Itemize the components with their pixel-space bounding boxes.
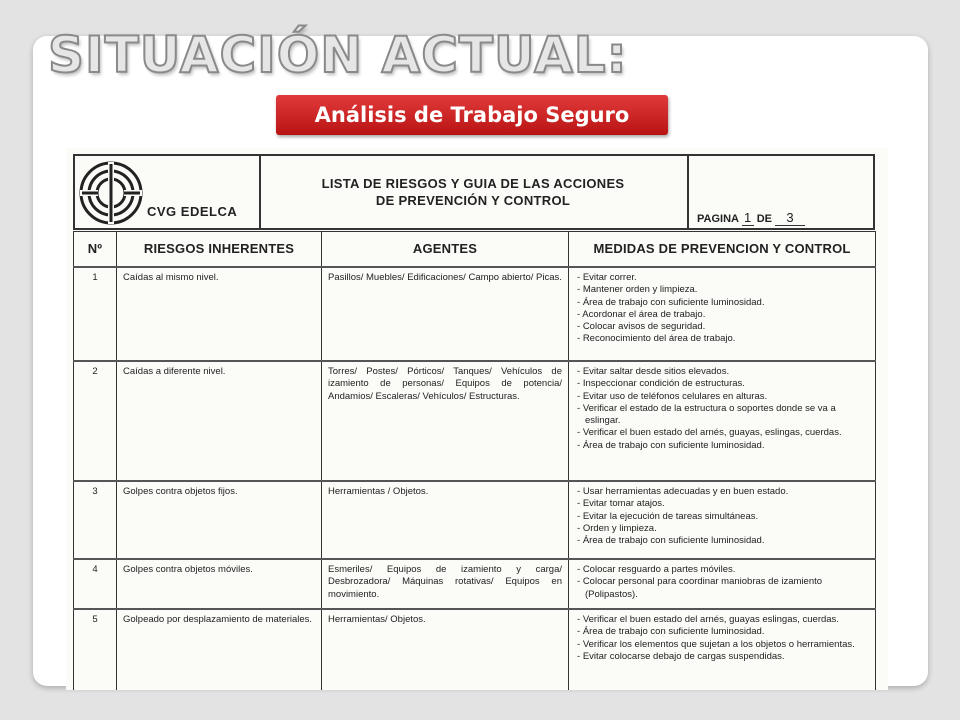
table-row xyxy=(74,559,876,609)
column-header-measures: MEDIDAS DE PREVENCION Y CONTROL xyxy=(569,232,876,268)
measure-item: - Verificar el buen estado del arnés, guayas, eslingas, cuerdas. xyxy=(575,427,869,439)
measure-item: - Colocar personal para coordinar maniobras de izamiento (Polipastos). xyxy=(575,576,869,601)
measure-item: - Evitar saltar desde sitios elevados. xyxy=(575,366,869,378)
document-title-line2: DE PREVENCIÓN Y CONTROL xyxy=(375,193,571,208)
row-risk: Caídas al mismo nivel. xyxy=(117,267,322,361)
column-header-agents: AGENTES xyxy=(322,232,569,268)
measure-item: - Orden y limpieza. xyxy=(575,523,869,535)
row-measures xyxy=(569,267,876,361)
page-of: DE xyxy=(756,213,772,225)
row-number: 1 xyxy=(74,267,117,361)
measure-item: - Usar herramientas adecuadas y en buen estado. xyxy=(575,486,869,498)
company-logo-icon xyxy=(78,160,144,226)
document-header xyxy=(73,154,875,230)
row-measures xyxy=(569,609,876,690)
row-measures xyxy=(569,361,876,481)
row-agents: Esmeriles/ Equipos de izamiento y carga/ Desbrozadora/ Máquinas rotativas/ Equipos en movimiento. xyxy=(322,559,569,609)
row-risk: Golpes contra objetos móviles. xyxy=(117,559,322,609)
slide-title: SITUACIÓN ACTUAL: xyxy=(48,26,628,84)
row-measures xyxy=(569,559,876,609)
row-risk: Golpes contra objetos fijos. xyxy=(117,481,322,559)
measure-item: - Evitar correr. xyxy=(575,272,869,284)
page-total: 3 xyxy=(775,210,805,226)
column-header-number: Nº xyxy=(74,232,117,268)
measure-item: - Verificar el estado de la estructura o soportes donde se va a eslingar. xyxy=(575,403,869,428)
measure-item: - Mantener orden y limpieza. xyxy=(575,284,869,296)
risk-table xyxy=(73,231,876,690)
measure-item: - Evitar la ejecución de tareas simultáneas. xyxy=(575,511,869,523)
measure-item: - Inspeccionar condición de estructuras. xyxy=(575,378,869,390)
row-number: 4 xyxy=(74,559,117,609)
measure-item: - Evitar uso de teléfonos celulares en alturas. xyxy=(575,391,869,403)
row-agents: Herramientas/ Objetos. xyxy=(322,609,569,690)
page-cell xyxy=(687,156,873,228)
measure-item: - Colocar resguardo a partes móviles. xyxy=(575,564,869,576)
page-label: PAGINA xyxy=(697,213,739,225)
measure-item: - Área de trabajo con suficiente luminosidad. xyxy=(575,626,869,638)
row-number: 2 xyxy=(74,361,117,481)
table-row xyxy=(74,361,876,481)
row-measures xyxy=(569,481,876,559)
measure-item: - Verificar el buen estado del arnés, guayas eslingas, cuerdas. xyxy=(575,614,869,626)
measure-item: - Reconocimiento del área de trabajo. xyxy=(575,333,869,345)
measure-item: - Evitar tomar atajos. xyxy=(575,498,869,510)
row-agents: Torres/ Postes/ Pórticos/ Tanques/ Vehículos de izamiento de personas/ Equipos de potencia/ Andamios/ Escaleras/ Vehículos/ Estructuras. xyxy=(322,361,569,481)
measure-item: - Acordonar el área de trabajo. xyxy=(575,309,869,321)
measure-item: - Área de trabajo con suficiente luminosidad. xyxy=(575,440,869,452)
subtitle-badge: Análisis de Trabajo Seguro xyxy=(276,95,668,135)
measure-item: - Área de trabajo con suficiente luminosidad. xyxy=(575,297,869,309)
page-number: 1 xyxy=(742,210,754,226)
scanned-document xyxy=(66,148,888,690)
measure-item: - Evitar colocarse debajo de cargas suspendidas. xyxy=(575,651,869,663)
document-title xyxy=(259,156,689,228)
column-header-risks: RIESGOS INHERENTES xyxy=(117,232,322,268)
row-agents: Herramientas / Objetos. xyxy=(322,481,569,559)
company-name: CVG EDELCA xyxy=(147,204,238,219)
measure-item: - Área de trabajo con suficiente luminosidad. xyxy=(575,535,869,547)
row-number: 3 xyxy=(74,481,117,559)
page-info xyxy=(697,210,805,226)
document-title-line1: LISTA DE RIESGOS Y GUIA DE LAS ACCIONES xyxy=(321,176,625,191)
measure-item: - Verificar los elementos que sujetan a los objetos o herramientas. xyxy=(575,639,869,651)
row-risk: Golpeado por desplazamiento de materiales. xyxy=(117,609,322,690)
table-row xyxy=(74,267,876,361)
row-risk: Caídas a diferente nivel. xyxy=(117,361,322,481)
measure-item: - Colocar avisos de seguridad. xyxy=(575,321,869,333)
table-header-row xyxy=(74,232,876,268)
table-row xyxy=(74,481,876,559)
row-agents: Pasillos/ Muebles/ Edificaciones/ Campo abierto/ Picas. xyxy=(322,267,569,361)
row-number: 5 xyxy=(74,609,117,690)
logo-cell xyxy=(75,156,261,228)
table-row xyxy=(74,609,876,690)
